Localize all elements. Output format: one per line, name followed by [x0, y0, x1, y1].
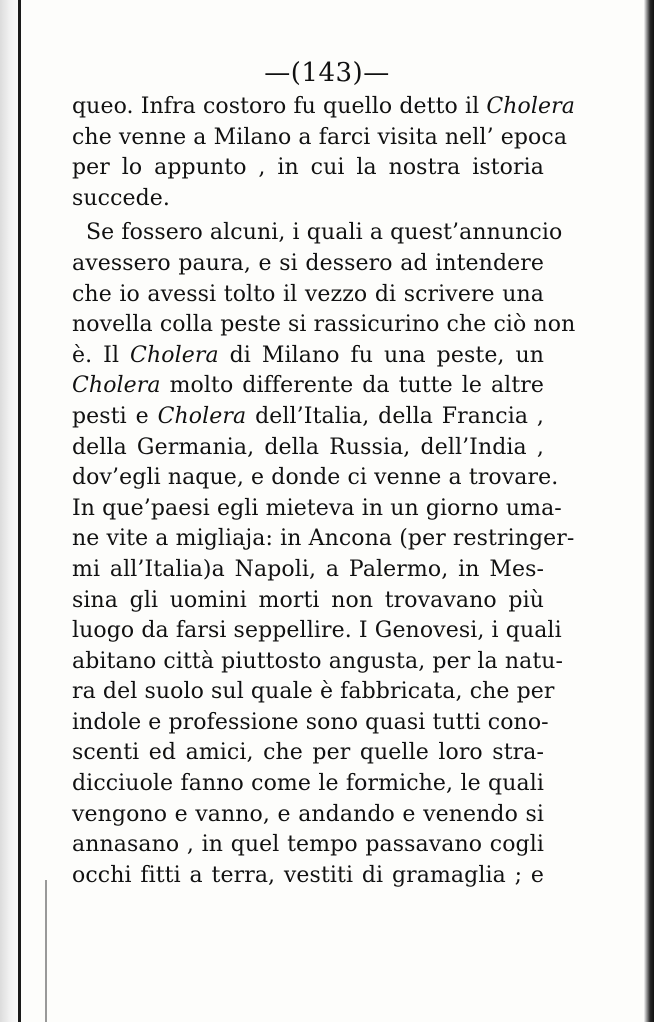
- text-line: [72, 402, 544, 433]
- text-line: [72, 555, 544, 586]
- text-run: ra del suolo sul quale è fabbricata, che per: [72, 679, 555, 705]
- scan-edge-left: [0, 0, 20, 1022]
- text-run: molto differente da tutte le altre: [160, 373, 544, 399]
- text-line: [72, 677, 555, 708]
- text-run: annasano , in quel tempo passavano cogli: [72, 832, 544, 858]
- text-line: [72, 708, 549, 739]
- page-binding-line: [18, 0, 21, 1022]
- text-run: mi all’Italia)a Napoli, a Palermo, in Mes-: [72, 556, 544, 582]
- text-run: In que’paesi egli mieteva in un giorno uma-: [72, 495, 562, 521]
- text-line: [72, 249, 544, 280]
- text-run: avessero paura, e si dessero ad intendere: [72, 250, 544, 276]
- text-run: che venne a Milano a farci visita nell’ epoca: [72, 124, 568, 150]
- text-line: [72, 123, 568, 154]
- text-run: dell’Italia, della Francia ,: [246, 403, 544, 429]
- page-number: —(143)—: [264, 58, 390, 88]
- italic-word: Cholera: [157, 403, 247, 429]
- text-run: ne vite a migliaja: in Ancona (per restringer-: [72, 526, 575, 552]
- page-binding-shadow: [45, 880, 47, 1022]
- text-run: che io avessi tolto il vezzo di scrivere una: [72, 281, 544, 307]
- text-run: luogo da farsi seppellire. I Genovesi, i quali: [72, 618, 562, 644]
- text-line: [72, 647, 564, 678]
- text-run: abitano città piuttosto angusta, per la natu-: [72, 648, 564, 674]
- text-run: scenti ed amici, che per quelle loro stra-: [72, 740, 544, 766]
- text-run: della Germania, della Russia, dell’India ,: [72, 434, 544, 460]
- paragraph: [72, 218, 576, 891]
- text-run: per lo appunto , in cui la nostra istoria: [72, 155, 544, 181]
- text-line: [72, 616, 562, 647]
- text-line: [72, 524, 575, 555]
- text-line: [72, 184, 544, 215]
- text-line: [72, 92, 575, 123]
- text-line: [72, 433, 544, 464]
- scan-edge-right: [644, 0, 654, 1022]
- text-run: succede.: [72, 185, 171, 211]
- text-line: [72, 830, 544, 861]
- text-line: [72, 861, 544, 892]
- text-line: [72, 341, 544, 372]
- text-run: occhi fitti a terra, vestiti di gramaglia ; e: [72, 862, 544, 888]
- body-text: [72, 92, 576, 891]
- text-run: è. Il: [72, 342, 131, 368]
- text-line: [72, 800, 544, 831]
- text-run: Se fossero alcuni, i quali a quest’annuncio: [86, 220, 563, 246]
- text-line: [72, 463, 559, 494]
- text-run: sina gli uomini morti non trovavano più: [72, 587, 544, 613]
- text-line: [72, 218, 563, 249]
- text-line: [72, 153, 544, 184]
- text-line: [72, 738, 544, 769]
- text-run: di Milano fu una peste, un: [218, 342, 545, 368]
- text-run: indole e professione sono quasi tutti cono-: [72, 709, 549, 735]
- text-run: dicciuole fanno come le formiche, le quali: [72, 771, 544, 797]
- text-line: [72, 371, 544, 402]
- text-line: [72, 769, 544, 800]
- text-line: [72, 280, 544, 311]
- text-line: [72, 310, 576, 341]
- text-run: vengono e vanno, e andando e venendo si: [72, 801, 544, 827]
- text-run: pesti e: [72, 403, 158, 429]
- text-line: [72, 586, 544, 617]
- text-run: novella colla peste si rassicurino che ciò non: [72, 312, 576, 338]
- text-line: [72, 494, 562, 525]
- paragraph: [72, 92, 575, 214]
- text-run: dov’egli naque, e donde ci venne a trovare.: [72, 465, 559, 491]
- italic-word: Cholera: [486, 94, 575, 119]
- italic-word: Cholera: [130, 342, 219, 368]
- text-run: queo. Infra costoro fu quello detto il: [72, 94, 487, 119]
- italic-word: Cholera: [72, 373, 161, 399]
